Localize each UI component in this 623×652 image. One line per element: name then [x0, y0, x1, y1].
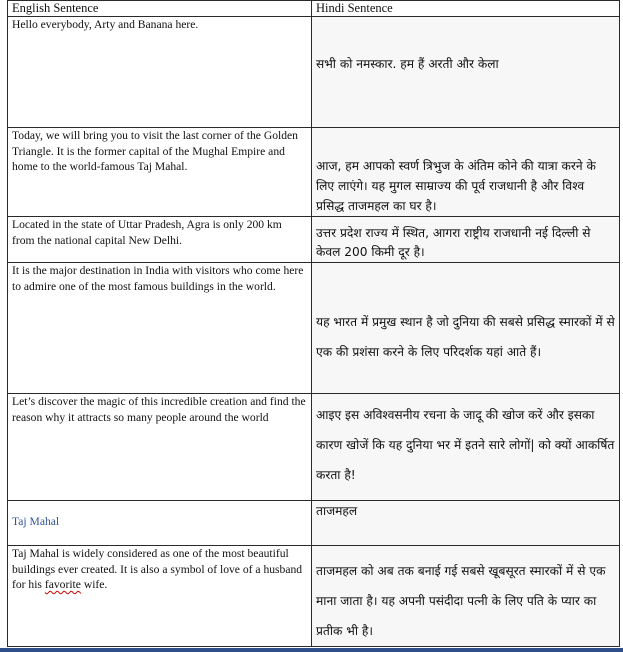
hindi-sentence: उत्तर प्रदेश राज्य में स्थित, आगरा राष्ट्रीय राजधानी नई दिल्ली से केवल 200 किमी दूर है। [316, 226, 591, 259]
english-sentence: Located in the state of Uttar Pradesh, Agra is only 200 km from the national capital New Delhi. [12, 218, 282, 247]
bottom-edge-bar [0, 648, 623, 652]
header-hindi-sentence: Hindi Sentence [312, 1, 620, 17]
hindi-cell[interactable] [312, 546, 620, 647]
section-heading-taj-mahal: Taj Mahal [12, 515, 60, 528]
hindi-cell[interactable] [312, 128, 620, 217]
hindi-sentence: यह भारत में प्रमुख स्थान है जो दुनिया की सबसे प्रसिद्ध स्मारकों में से एक की प्रशंसा करने के लिए परिदर्शक यहां आते हैं। [316, 315, 615, 359]
spellcheck-flagged-word[interactable]: favorite [44, 578, 81, 591]
english-sentence-part: wife. [80, 578, 108, 591]
english-cell[interactable] [8, 17, 312, 128]
english-cell[interactable] [8, 128, 312, 217]
hindi-cell[interactable] [312, 394, 620, 501]
english-sentence: Hello everybody, Arty and Banana here. [12, 18, 199, 31]
english-sentence: Let’s discover the magic of this incredible creation and find the reason why it attracts so many people around the world [12, 395, 306, 424]
translation-table [7, 0, 620, 647]
table-row [8, 546, 620, 647]
hindi-cell[interactable] [312, 217, 620, 263]
english-cell[interactable] [8, 217, 312, 263]
table-row [8, 263, 620, 394]
english-cell[interactable] [8, 546, 312, 647]
english-cell[interactable] [8, 263, 312, 394]
hindi-cell[interactable] [312, 263, 620, 394]
english-sentence: Today, we will bring you to visit the last corner of the Golden Triangle. It is the former capital of the Mughal Empire and home to the world-famous Taj Mahal. [12, 129, 298, 173]
header-english-sentence: English Sentence [8, 1, 312, 17]
hindi-cell[interactable] [312, 501, 620, 546]
english-sentence [12, 546, 307, 593]
table-row [8, 217, 620, 263]
table-row [8, 394, 620, 501]
hindi-cell[interactable] [312, 17, 620, 128]
hindi-sentence: ताजमहल [316, 504, 358, 518]
table-row [8, 17, 620, 128]
hindi-sentence: आइए इस अविश्वसनीय रचना के जादू की खोज करें और इसका कारण खोजें कि यह दुनिया भर में इतने सारे लोगों| को क्यों आकर्षित करता है! [316, 408, 615, 482]
table-row-heading [8, 501, 620, 546]
table-row [8, 128, 620, 217]
hindi-sentence: ताजमहल को अब तक बनाई गई सबसे खूबसूरत स्मारकों में से एक माना जाता है। यह अपनी पसंदीदा पत्नी के लिए पति के प्यार का प्रतीक भी है। [316, 564, 606, 638]
table-header-row [8, 1, 620, 17]
english-sentence-part: Taj Mahal is widely considered as one of the most beautiful buildings ever created. It is also a symbol of love of a husband for his [12, 547, 303, 591]
english-sentence: It is the major destination in India with visitors who come here to admire one of the most famous buildings in the world. [12, 264, 304, 293]
hindi-sentence: सभी को नमस्कार. हम हैं अरती और केला [316, 57, 499, 71]
english-cell[interactable] [8, 501, 312, 546]
english-cell[interactable] [8, 394, 312, 501]
hindi-sentence: आज, हम आपको स्वर्ण त्रिभुज के अंतिम कोने की यात्रा करने के लिए लाएंगे। यह मुगल साम्राज्य की पूर्व राजधानी है और विश्व प्रसिद्ध ताजमहल का घर है। [316, 159, 596, 213]
